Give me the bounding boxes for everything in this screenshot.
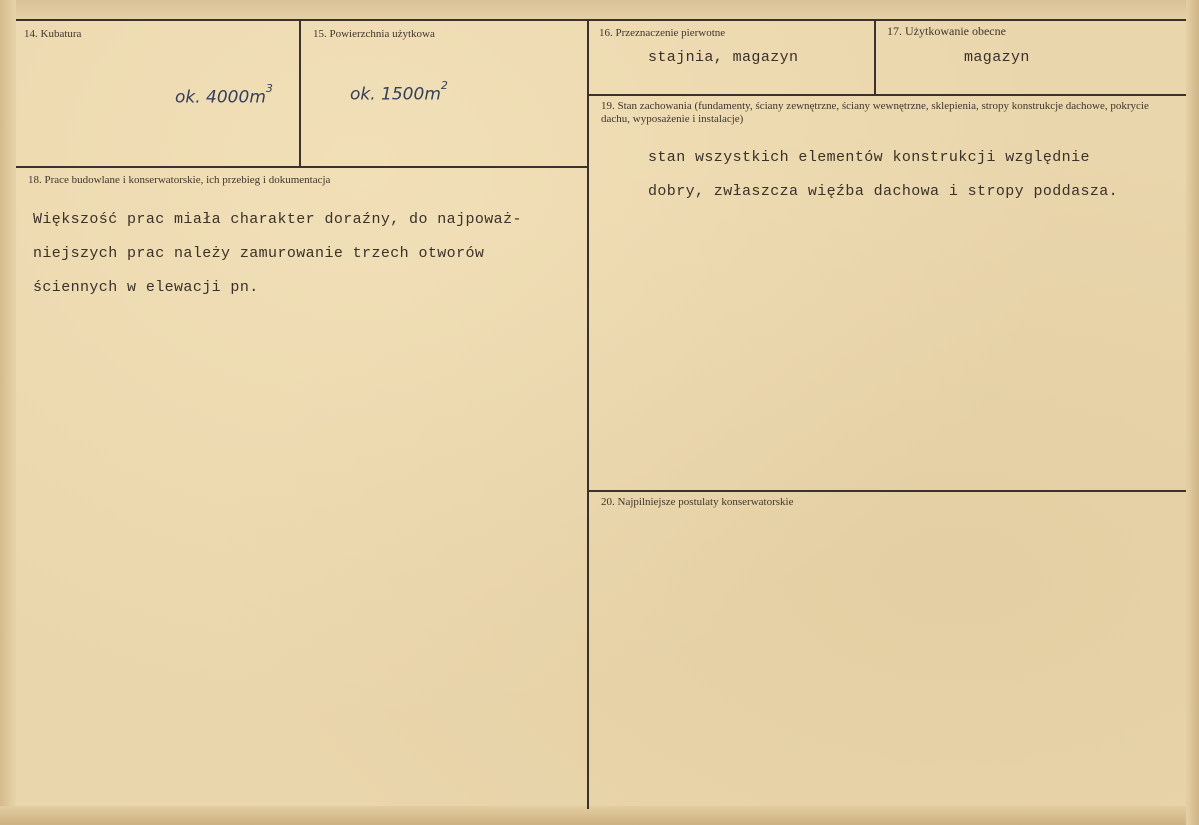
field-18-line-2: niejszych prac należy zamurowanie trzech otworów xyxy=(33,245,485,262)
field-17-label: 17. Użytkowanie obecne xyxy=(887,24,1006,38)
field-17-value: magazyn xyxy=(964,49,1030,66)
field-16-value: stajnia, magazyn xyxy=(648,49,799,66)
card-left-edge xyxy=(0,0,16,825)
field-18-line-1: Większość prac miała charakter doraźny, do najpoważ- xyxy=(33,211,522,228)
field-15-value-exponent: 2 xyxy=(440,79,448,92)
divider-row1-left xyxy=(16,166,588,168)
field-15-label: 15. Powierzchnia użytkowa xyxy=(313,28,435,40)
divider-16-17 xyxy=(874,20,876,95)
divider-field20 xyxy=(588,490,1186,492)
card-bottom-edge xyxy=(0,806,1199,825)
field-14-label: 14. Kubatura xyxy=(24,28,82,40)
field-19-line-1: stan wszystkich elementów konstrukcji względnie xyxy=(648,149,1090,166)
field-15-value xyxy=(350,79,448,105)
card-right-edge xyxy=(1186,0,1199,825)
field-14-value-exponent: 3 xyxy=(265,82,273,95)
field-14-value xyxy=(175,82,273,108)
divider-14-15 xyxy=(299,20,301,167)
divider-row1-right xyxy=(588,94,1186,96)
top-border-line xyxy=(16,19,1186,21)
card-top-edge xyxy=(0,0,1199,20)
field-16-label: 16. Przeznaczenie pierwotne xyxy=(599,27,726,39)
field-18-label: 18. Prace budowlane i konserwatorskie, ich przebieg i dokumentacja xyxy=(28,174,331,186)
field-14-value-text: ok. 4000m xyxy=(175,87,266,108)
field-20-label: 20. Najpilniejsze postulaty konserwatorskie xyxy=(601,496,794,508)
field-15-value-text: ok. 1500m xyxy=(350,84,441,105)
field-19-label: 19. Stan zachowania (fundamenty, ściany zewnętrzne, ściany wewnętrzne, sklepienia, stropy konstrukcje dachowe, pokrycie dachu, wyposażenie i instalacje) xyxy=(601,100,1149,125)
field-18-line-3: ściennych w elewacji pn. xyxy=(33,279,259,296)
field-19-line-2: dobry, zwłaszcza więźba dachowa i stropy poddasza. xyxy=(648,183,1119,200)
divider-center xyxy=(587,20,589,809)
